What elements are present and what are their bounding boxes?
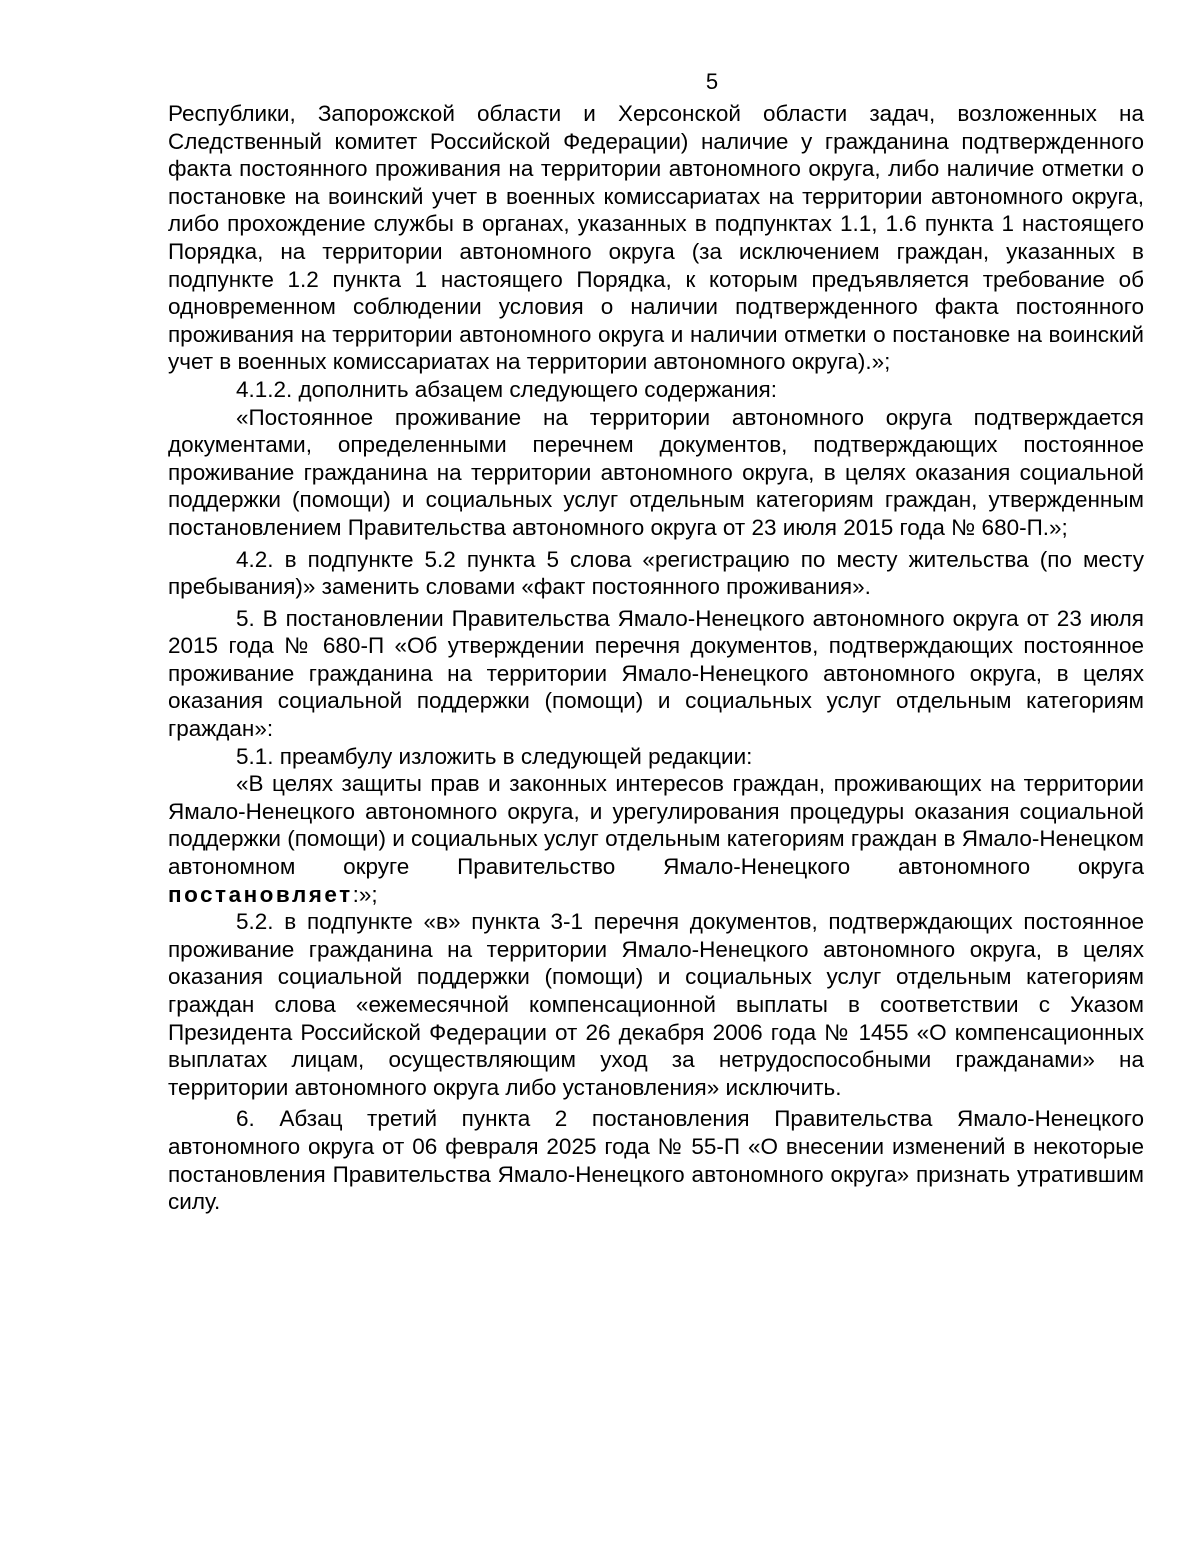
paragraph-6: 6. Абзац третий пункта 2 постановления Правительства Ямало-Ненецкого автономного округа от 06 февраля 2025 года № 55-П «О внесении изменений в некоторые постановления Правительства Ямало-Ненецкого автономного округа» признать утратившим силу. (168, 1106, 1144, 1215)
preamble-bold-word: постановляет (168, 881, 353, 907)
paragraph-quote-residence: «Постоянное проживание на территории автономного округа подтверждается документами, определенными перечнем документов, подтверждающих постоянное проживание гражданина на территории автономного округа, в целях оказания социальной поддержки (помощи) и социальных услуг отдельным категориям граждан, утвержденным постановлением Правительства автономного округа от 23 июля 2015 года № 680-П.»; (168, 404, 1144, 540)
paragraph-4-2: 4.2. в подпункте 5.2 пункта 5 слова «регистрацию по месту жительства (по месту пребывания)» заменить словами «факт постоянного проживания». (168, 546, 1144, 600)
paragraph-continuation: Республики, Запорожской области и Херсонской области задач, возложенных на Следственный комитет Российской Федерации) наличие у гражданина подтвержденного факта постоянного проживания на территории автономного округа, либо наличие отметки о постановке на воинский учет в военных комиссариатах на территории автономного округа, либо прохождение службы в органах, указанных в подпунктах 1.1, 1.6 пункта 1 настоящего Порядка, на территории автономного округа (за исключением граждан, указанных в подпункте 1.2 пункта 1 настоящего Порядка, к которым предъявляется требование об одновременном соблюдении условия о наличии подтвержденного факта постоянного проживания на территории автономного округа и наличии отметки о постановке на воинский учет в военных комиссариатах на территории автономного округа).»; (168, 101, 1144, 375)
preamble-text: «В целях защиты прав и законных интересов граждан, проживающих на территории Ямало-Ненецкого автономного округа, и урегулирования процедуры оказания социальной поддержки (помощи) и социальных услуг отдельным категориям граждан в Ямало-Ненецком автономном округе Правительство Ямало-Ненецкого автономного округа (168, 771, 1144, 880)
paragraph-5-2: 5.2. в подпункте «в» пункта 3-1 перечня документов, подтверждающих постоянное проживание гражданина на территории Ямало-Ненецкого автономного округа, в целях оказания социальной поддержки (помощи) и социальных услуг отдельным категориям граждан слова «ежемесячной компенсационной выплаты в соответствии с Указом Президента Российской Федерации от 26 декабря 2006 года № 1455 «О компенсационных выплатах лицам, осуществляющим уход за нетрудоспособными гражданами» на территории автономного округа либо установления» исключить. (168, 909, 1144, 1100)
paragraph-4-1-2: 4.1.2. дополнить абзацем следующего содержания: (236, 376, 777, 402)
paragraph-5-1: 5.1. преамбулу изложить в следующей редакции: (236, 743, 753, 769)
page-number: 5 (705, 69, 719, 94)
paragraph-5: 5. В постановлении Правительства Ямало-Ненецкого автономного округа от 23 июля 2015 года № 680-П «Об утверждении перечня документов, подтверждающих постоянное проживание гражданина на территории Ямало-Ненецкого автономного округа, в целях оказания социальной поддержки (помощи) и социальных услуг отдельным категориям граждан»: (168, 605, 1144, 742)
preamble-ending: :»; (352, 881, 378, 907)
paragraph-preamble-quote (168, 770, 1144, 908)
